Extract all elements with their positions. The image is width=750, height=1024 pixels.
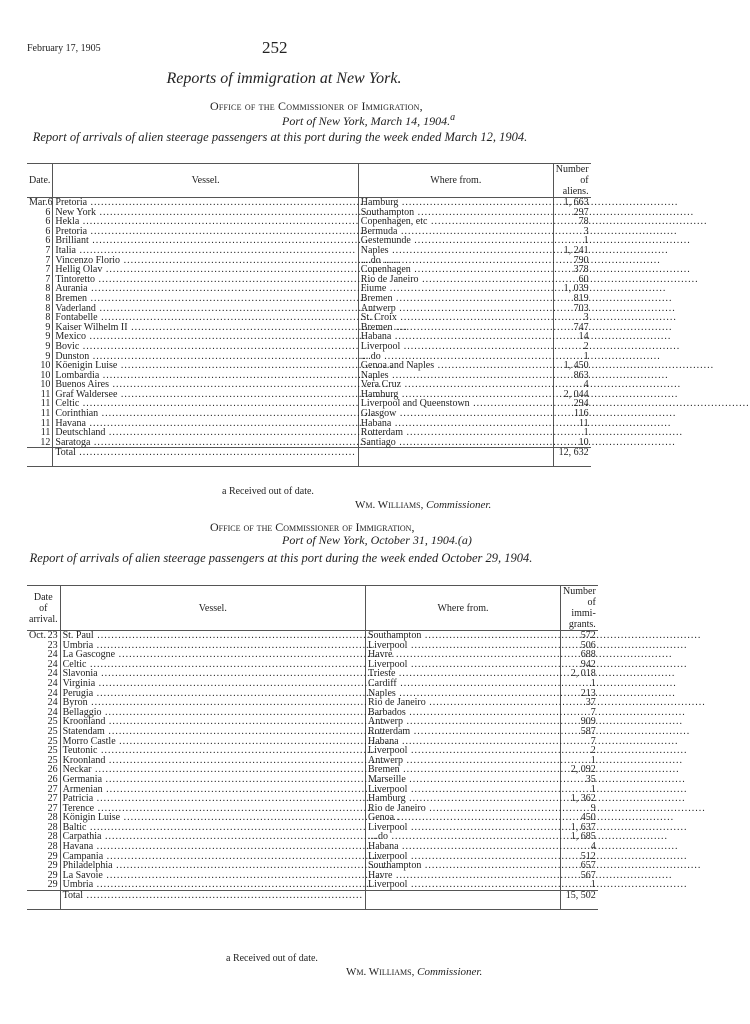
row-vessel: Köenigin Luise ..... bbox=[53, 361, 358, 371]
row-from: Genoa and Naples ..... bbox=[358, 361, 553, 371]
row-number: 1 bbox=[583, 427, 589, 439]
row-date: 25 bbox=[27, 717, 60, 727]
row-date: 25 bbox=[27, 737, 60, 747]
row-number: 4 bbox=[583, 379, 589, 391]
row-vessel: Brilliant ..... bbox=[53, 236, 358, 246]
row-vessel: Campania ..... bbox=[60, 852, 365, 862]
row-number: 1, 637 bbox=[570, 821, 596, 833]
row-number: 450 bbox=[580, 812, 596, 824]
row-date: 29 bbox=[27, 861, 60, 871]
table-body bbox=[27, 631, 598, 891]
row-from: Bremen ..... bbox=[366, 765, 561, 775]
row-number: 37 bbox=[585, 697, 596, 709]
row-date: 29 bbox=[27, 852, 60, 862]
row-number: 294 bbox=[573, 398, 589, 410]
row-date: 28 bbox=[27, 842, 60, 852]
row-vessel: Mexico ..... bbox=[53, 332, 358, 342]
row-from: Copenhagen ..... bbox=[358, 265, 553, 275]
row-number: 909 bbox=[580, 716, 596, 728]
row-vessel: Patricia ..... bbox=[60, 794, 365, 804]
row-from: Hamburg ..... bbox=[358, 390, 553, 400]
total-row bbox=[27, 891, 598, 910]
row-vessel: Tintoretto ..... bbox=[53, 275, 358, 285]
row-from: Fiume ..... bbox=[358, 284, 553, 294]
row-vessel: La Gascogne ..... bbox=[60, 650, 365, 660]
row-date: 29 bbox=[27, 871, 60, 881]
row-vessel: Königin Luise ..... bbox=[60, 813, 365, 823]
col-vessel: Vessel. bbox=[60, 586, 365, 631]
row-vessel: Umbria ..... bbox=[60, 880, 365, 890]
col-vessel: Vessel. bbox=[53, 164, 358, 198]
row-number: 9 bbox=[590, 802, 596, 814]
col-date: Date of arrival. bbox=[27, 586, 60, 631]
row-vessel: Vaderland ..... bbox=[53, 304, 358, 314]
row-from: Hamburg ..... bbox=[366, 794, 561, 804]
row-from: Rio de Janeiro ..... bbox=[358, 275, 553, 285]
row-number: 2 bbox=[583, 340, 589, 352]
row-from: Glasgow ..... bbox=[358, 409, 553, 419]
row-from: Liverpool ..... bbox=[366, 880, 561, 890]
row-from: Gestemunde ..... bbox=[358, 236, 553, 246]
row-number: 2, 092 bbox=[570, 764, 596, 776]
table-row bbox=[27, 880, 598, 890]
row-from: Vera Cruz ..... bbox=[358, 380, 553, 390]
row-vessel: Bellaggio ..... bbox=[60, 708, 365, 718]
total-value: 15, 502 bbox=[561, 891, 598, 910]
office-heading-1: Office of the Commissioner of Immigration, bbox=[210, 99, 423, 113]
row-from: Antwerp ..... bbox=[366, 717, 561, 727]
col-from: Where from. bbox=[366, 586, 561, 631]
row-number: 1 bbox=[583, 235, 589, 247]
row-vessel: Havana ..... bbox=[53, 419, 358, 429]
row-date: 11 bbox=[27, 419, 53, 429]
row-date: 6 bbox=[27, 227, 53, 237]
row-vessel: Baltic ..... bbox=[60, 823, 365, 833]
row-number: 35 bbox=[585, 773, 596, 785]
port-text-2: Port of New York, October 31, 1904. bbox=[282, 533, 458, 547]
row-number: 1, 450 bbox=[563, 360, 589, 372]
row-vessel: Hellig Olav ..... bbox=[53, 265, 358, 275]
row-vessel: Kaiser Wilhelm II ..... bbox=[53, 323, 358, 333]
row-vessel: La Savoie ..... bbox=[60, 871, 365, 881]
row-date: 11 bbox=[27, 399, 53, 409]
row-from: Copenhagen, etc ..... bbox=[358, 217, 553, 227]
row-date: 8 bbox=[27, 294, 53, 304]
port-text-1: Port of New York, March 14, 1904. bbox=[282, 114, 451, 128]
row-date: 24 bbox=[27, 660, 60, 670]
row-number: 3 bbox=[583, 312, 589, 324]
row-month: Oct. bbox=[29, 630, 46, 641]
row-from: Barbados ..... bbox=[366, 708, 561, 718]
row-date: 11 bbox=[27, 409, 53, 419]
row-date: 10 bbox=[27, 371, 53, 381]
row-vessel: Pretoria ..... bbox=[53, 198, 358, 208]
row-number: 1, 362 bbox=[570, 793, 596, 805]
row-vessel: Lombardia ..... bbox=[53, 371, 358, 381]
row-from: Liverpool ..... bbox=[366, 852, 561, 862]
row-date: 23 bbox=[27, 641, 60, 651]
row-date: 28 bbox=[27, 823, 60, 833]
row-number: 60 bbox=[578, 273, 589, 285]
row-vessel: Aurania ..... bbox=[53, 284, 358, 294]
row-from: Bremen ..... bbox=[358, 323, 553, 333]
row-vessel: Teutonic ..... bbox=[60, 746, 365, 756]
row-date: 24 bbox=[27, 669, 60, 679]
row-number: 7 bbox=[590, 706, 596, 718]
row-date: 8 bbox=[27, 304, 53, 314]
row-vessel: Celtic ..... bbox=[60, 660, 365, 670]
row-from: Rotterdam ..... bbox=[366, 727, 561, 737]
row-number: 512 bbox=[580, 850, 596, 862]
row-vessel: Neckar ..... bbox=[60, 765, 365, 775]
row-date: 11 bbox=[27, 390, 53, 400]
row-number: 78 bbox=[578, 216, 589, 228]
office-heading-2: Office of the Commissioner of Immigration, bbox=[210, 520, 415, 534]
row-number: 2, 018 bbox=[570, 668, 596, 680]
row-vessel: Saratoga ..... bbox=[53, 438, 358, 448]
row-vessel: Dunston ..... bbox=[53, 352, 358, 362]
row-from: Naples ..... bbox=[358, 246, 553, 256]
total-label: Total ..... bbox=[60, 891, 365, 910]
row-from: Habana ..... bbox=[366, 842, 561, 852]
port-line-2 bbox=[282, 533, 472, 548]
row-number: 4 bbox=[590, 841, 596, 853]
row-date: 26 bbox=[27, 765, 60, 775]
col-from: Where from. bbox=[358, 164, 553, 198]
row-from: Liverpool ..... bbox=[358, 342, 553, 352]
row-number: 1, 039 bbox=[563, 283, 589, 295]
col-number: Number of immi-grants. bbox=[561, 586, 598, 631]
row-date: 28 bbox=[27, 832, 60, 842]
port-note-2: (a) bbox=[457, 533, 472, 547]
row-date: 25 bbox=[27, 756, 60, 766]
row-date: 7 bbox=[27, 256, 53, 266]
row-date: 9 bbox=[27, 332, 53, 342]
footnote-2: a Received out of date. bbox=[226, 953, 318, 964]
signature-title-1: Commissioner. bbox=[426, 499, 492, 511]
row-number: 1, 241 bbox=[563, 244, 589, 256]
signature-1 bbox=[355, 499, 491, 511]
row-vessel: Slavonia ..... bbox=[60, 669, 365, 679]
row-date: 24 bbox=[27, 689, 60, 699]
row-date: 28 bbox=[27, 813, 60, 823]
row-vessel: Virginia ..... bbox=[60, 679, 365, 689]
row-date: 11 bbox=[27, 428, 53, 438]
row-date: 24 bbox=[27, 698, 60, 708]
header-date: February 17, 1905 bbox=[27, 43, 101, 54]
row-number: 1 bbox=[590, 879, 596, 891]
row-date: 8 bbox=[27, 313, 53, 323]
row-vessel: Celtic ..... bbox=[53, 399, 358, 409]
report-caption-1: Report of arrivals of alien steerage passengers at this port during the week ended March 12, 1904. bbox=[32, 130, 528, 144]
row-date: 9 bbox=[27, 323, 53, 333]
row-number: 11 bbox=[578, 417, 589, 429]
row-date: 24 bbox=[27, 708, 60, 718]
row-vessel: Byron ..... bbox=[60, 698, 365, 708]
row-vessel: Germania ..... bbox=[60, 775, 365, 785]
row-number: 3 bbox=[583, 225, 589, 237]
row-from: Antwerp ..... bbox=[366, 756, 561, 766]
row-vessel: Italia ..... bbox=[53, 246, 358, 256]
row-date: 27 bbox=[27, 785, 60, 795]
row-vessel: Carpathia ..... bbox=[60, 832, 365, 842]
port-line-1 bbox=[282, 112, 455, 129]
row-from: Hamburg ..... bbox=[358, 198, 553, 208]
row-from: Liverpool ..... bbox=[366, 823, 561, 833]
row-from: St. Croix ..... bbox=[358, 313, 553, 323]
row-date: 10 bbox=[27, 380, 53, 390]
row-number: 378 bbox=[573, 264, 589, 276]
row-from: Santiago ..... bbox=[358, 438, 553, 448]
row-date: Oct. 23 bbox=[27, 631, 60, 641]
row-from: Liverpool ..... bbox=[366, 785, 561, 795]
row-number: 2, 044 bbox=[563, 388, 589, 400]
row-from: Rotterdam ..... bbox=[358, 428, 553, 438]
report-caption-2: Report of arrivals of alien steerage passengers at this port during the week ended October 29, 1904. bbox=[29, 551, 533, 565]
row-vessel: Terence ..... bbox=[60, 804, 365, 814]
row-number: 790 bbox=[573, 254, 589, 266]
row-from: Cardiff ..... bbox=[366, 679, 561, 689]
row-vessel: Corinthian ..... bbox=[53, 409, 358, 419]
row-vessel: Pretoria ..... bbox=[53, 227, 358, 237]
row-number: 703 bbox=[573, 302, 589, 314]
row-vessel: Vincenzo Florio ..... bbox=[53, 256, 358, 266]
row-from: ....do ..... bbox=[358, 352, 553, 362]
col-date: Date. bbox=[27, 164, 53, 198]
row-vessel: Bremen ..... bbox=[53, 294, 358, 304]
row-number: 10 bbox=[578, 436, 589, 448]
row-from: Southampton ..... bbox=[366, 861, 561, 871]
row-number: 297 bbox=[573, 206, 589, 218]
row-vessel: Havana ..... bbox=[60, 842, 365, 852]
row-from: Rio de Janeiro ..... bbox=[366, 804, 561, 814]
row-number: 942 bbox=[580, 658, 596, 670]
row-number: 1 bbox=[590, 754, 596, 766]
row-from: Southampton ..... bbox=[358, 208, 553, 218]
row-vessel: Philadelphia ..... bbox=[60, 861, 365, 871]
row-from: Antwerp ..... bbox=[358, 304, 553, 314]
row-from: Rio de Janeiro ..... bbox=[366, 698, 561, 708]
row-vessel: Morro Castle ..... bbox=[60, 737, 365, 747]
row-number: 1, 663 bbox=[563, 197, 589, 208]
row-vessel: Bovic ..... bbox=[53, 342, 358, 352]
signature-name-2: Wm. Williams, bbox=[346, 966, 415, 978]
row-number: 863 bbox=[573, 369, 589, 381]
row-number: 506 bbox=[580, 639, 596, 651]
arrivals-table-march bbox=[27, 163, 591, 467]
row-date: 9 bbox=[27, 342, 53, 352]
page-number: 252 bbox=[262, 38, 288, 57]
row-date: 9 bbox=[27, 352, 53, 362]
row-from: ....do ..... bbox=[358, 256, 553, 266]
row-vessel: Umbria ..... bbox=[60, 641, 365, 651]
row-number: 1 bbox=[583, 350, 589, 362]
row-date: Mar. 6 bbox=[29, 197, 53, 208]
row-from: Trieste ..... bbox=[366, 669, 561, 679]
row-from: Marseille ..... bbox=[366, 775, 561, 785]
row-vessel: New York ..... bbox=[53, 208, 358, 218]
row-vessel: Perugia ..... bbox=[60, 689, 365, 699]
row-from: Genoa ..... bbox=[366, 813, 561, 823]
row-number: 1, 685 bbox=[570, 831, 596, 843]
row-number: 7 bbox=[590, 735, 596, 747]
signature-title-2: Commissioner. bbox=[417, 966, 483, 978]
row-number: 14 bbox=[578, 331, 589, 343]
row-date: 6 bbox=[27, 217, 53, 227]
row-from: Habana ..... bbox=[358, 419, 553, 429]
row-vessel: Graf Waldersee ..... bbox=[53, 390, 358, 400]
row-number: 572 bbox=[580, 630, 596, 641]
row-from: Liverpool ..... bbox=[366, 746, 561, 756]
row-date: 6 bbox=[27, 236, 53, 246]
row-number: 567 bbox=[580, 869, 596, 881]
row-date: 25 bbox=[27, 727, 60, 737]
row-from: Liverpool ..... bbox=[366, 641, 561, 651]
row-vessel: Armenian ..... bbox=[60, 785, 365, 795]
row-number: 688 bbox=[580, 649, 596, 661]
signature-name-1: Wm. Williams, bbox=[355, 499, 424, 511]
row-date: 10 bbox=[27, 361, 53, 371]
table-header-row bbox=[27, 586, 598, 631]
row-date: 27 bbox=[27, 804, 60, 814]
row-from: Naples ..... bbox=[358, 371, 553, 381]
row-vessel: St. Paul ..... bbox=[60, 631, 365, 641]
row-vessel: Hekla ..... bbox=[53, 217, 358, 227]
row-number: 747 bbox=[573, 321, 589, 333]
total-row bbox=[27, 448, 591, 467]
row-date: 29 bbox=[27, 880, 60, 890]
row-vessel: Kroonland ..... bbox=[60, 717, 365, 727]
table-body bbox=[27, 198, 591, 448]
row-vessel: Kroonland ..... bbox=[60, 756, 365, 766]
row-vessel: Deutschland ..... bbox=[53, 428, 358, 438]
row-number: 1 bbox=[590, 783, 596, 795]
row-date: 26 bbox=[27, 775, 60, 785]
row-from: Habana ..... bbox=[366, 737, 561, 747]
row-date: 12 bbox=[27, 438, 53, 448]
row-number: 2 bbox=[590, 745, 596, 757]
row-number: 116 bbox=[573, 408, 589, 420]
row-from: Bermuda ..... bbox=[358, 227, 553, 237]
table-header-row bbox=[27, 164, 591, 198]
row-number: 657 bbox=[580, 860, 596, 872]
row-date: 25 bbox=[27, 746, 60, 756]
row-date: 7 bbox=[27, 265, 53, 275]
signature-2 bbox=[346, 966, 482, 978]
table-row bbox=[27, 438, 591, 448]
row-number: 819 bbox=[573, 292, 589, 304]
arrivals-table-october bbox=[27, 585, 598, 910]
footnote-1: a Received out of date. bbox=[222, 486, 314, 497]
row-date: 7 bbox=[27, 275, 53, 285]
row-date: 8 bbox=[27, 284, 53, 294]
port-note-1: a bbox=[450, 112, 456, 123]
total-value: 12, 632 bbox=[553, 448, 590, 467]
row-from: Southampton ..... bbox=[366, 631, 561, 641]
row-from: Habana ..... bbox=[358, 332, 553, 342]
row-date: 24 bbox=[27, 650, 60, 660]
row-date: 24 bbox=[27, 679, 60, 689]
row-from: Naples ..... bbox=[366, 689, 561, 699]
col-number: Number of aliens. bbox=[553, 164, 590, 198]
page-title: Reports of immigration at New York. bbox=[166, 70, 402, 87]
row-from: Havre ..... bbox=[366, 871, 561, 881]
row-date: 6 bbox=[27, 208, 53, 218]
row-vessel: Statendam ..... bbox=[60, 727, 365, 737]
total-label: Total ..... bbox=[53, 448, 358, 467]
row-from: ....do ..... bbox=[366, 832, 561, 842]
row-date: 27 bbox=[27, 794, 60, 804]
row-from: Liverpool ..... bbox=[366, 660, 561, 670]
row-number: 587 bbox=[580, 725, 596, 737]
row-vessel: Fontabelle ..... bbox=[53, 313, 358, 323]
row-month: Mar. bbox=[29, 197, 48, 208]
row-number: 1 bbox=[590, 677, 596, 689]
row-date: 7 bbox=[27, 246, 53, 256]
row-number: 213 bbox=[580, 687, 596, 699]
row-from: Bremen ..... bbox=[358, 294, 553, 304]
row-vessel: Buenos Aires ..... bbox=[53, 380, 358, 390]
row-from: Havre ..... bbox=[366, 650, 561, 660]
row-from: Liverpool and Queenstown ..... bbox=[358, 399, 553, 409]
